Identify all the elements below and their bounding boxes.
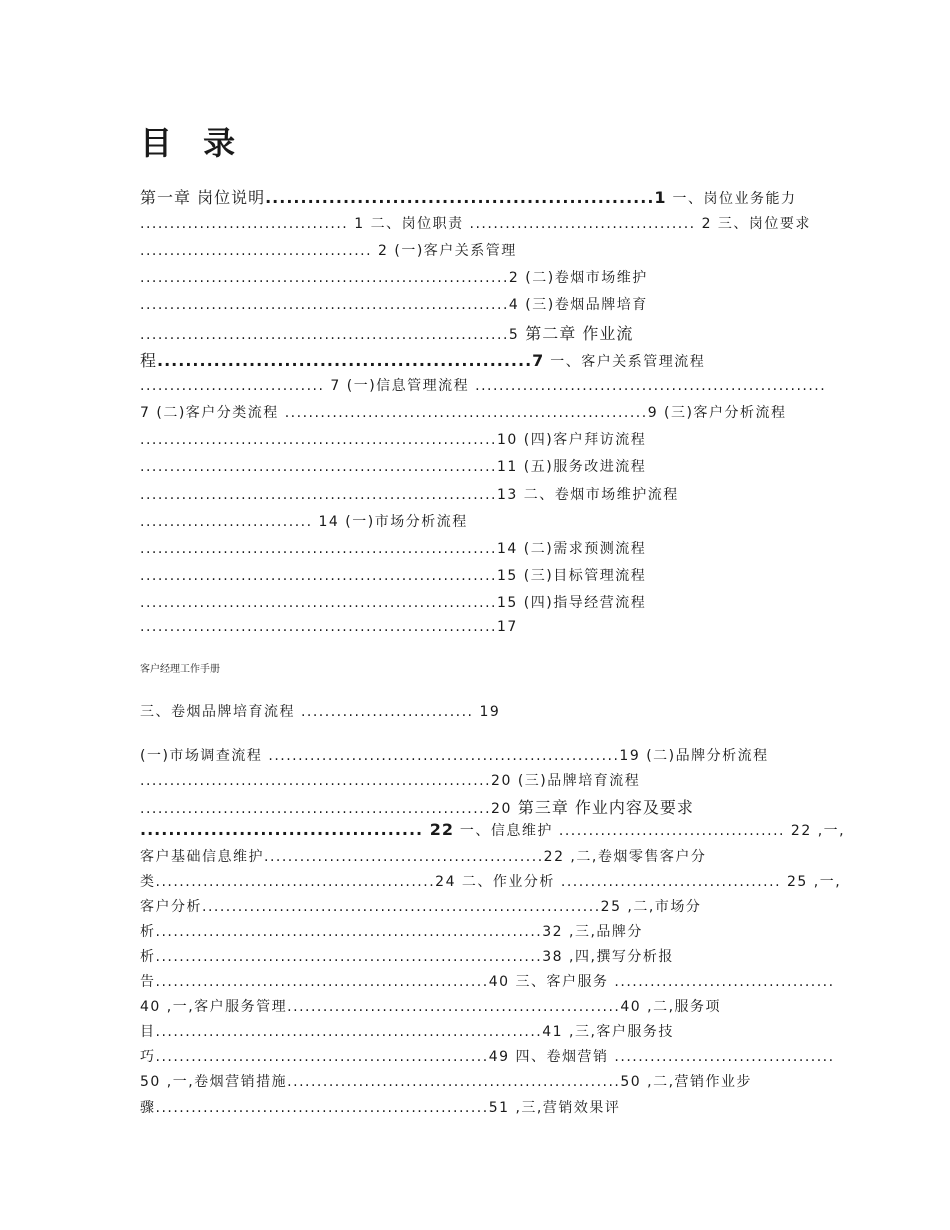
toc-line [140,592,646,612]
toc-segment: ................................... 1 二、岗位职责 ...................................... 2 三、岗位要求 [140,216,811,232]
toc-line [140,402,786,422]
toc-line [140,1097,620,1117]
toc-segment: ............................................................10 (四)客户拜访流程 [140,432,647,448]
toc-segment: 告........................................................40 三、客户服务 ..................................... [140,974,835,990]
toc-segment: .......................................................1 [265,188,667,207]
toc-line [140,896,701,916]
toc-line [140,921,643,941]
toc-segment: ..............................................................5 [140,327,526,343]
toc-line [140,1021,674,1041]
page-title: 目 录 [140,124,246,162]
toc-line [140,348,705,371]
toc-segment: 一、客户关系管理流程 [544,354,706,370]
toc-line [140,456,646,476]
toc-segment: 第一章 岗位说明 [140,188,266,207]
toc-line [140,996,721,1016]
toc-segment: .....................................................7 [157,351,545,370]
toc-segment: 7 (二)客户分类流程 .............................................................9 (三)客户分析流程 [140,405,787,421]
toc-line [140,213,811,233]
toc-line [140,701,500,721]
toc-segment: ............................... 7 (一)信息管理流程 ........................................................... [140,378,827,394]
toc-segment: ....................................... 2 (一)客户关系管理 [140,243,517,259]
toc-segment: ............................................................14 (二)需求预测流程 [140,541,647,557]
toc-segment: 客户分析...................................................................25 ,二,市场分 [140,899,702,915]
toc-line [140,375,826,395]
toc-segment: ........................................ 22 [140,820,454,839]
page-header-text [140,660,220,676]
toc-line [140,770,640,790]
toc-line [140,538,646,558]
toc-segment: 巧........................................................49 四、卷烟营销 ..................................... [140,1049,835,1065]
toc-segment: 客户基础信息维护...............................................22 ,二,卷烟零售客户分 [140,849,707,865]
toc-segment: 类...............................................24 二、作业分析 ..................................... 25 ,一, [140,874,842,890]
toc-line [140,294,648,314]
toc-segment: ..............................................................4 (三)卷烟品牌培育 [140,297,648,313]
toc-line [140,565,646,585]
toc-segment: ............................................................13 二、卷烟市场维护流程 [140,487,679,503]
toc-segment: 客户经理工作手册 [140,664,220,675]
toc-segment: 目.................................................................41 ,三,客户服务技 [140,1024,674,1040]
toc-segment: (一)市场调查流程 ...........................................................19 (二)品牌分析流程 [140,748,769,764]
toc-segment: 40 ,一,客户服务管理........................................................40 ,二,服务项 [140,999,722,1015]
toc-segment: 第三章 作业内容及要求 [517,798,694,817]
toc-line [140,1046,835,1066]
toc-segment: 程 [140,351,158,370]
toc-segment: ...........................................................20 (三)品牌培育流程 [140,773,641,789]
toc-segment: ............................................................15 (四)指导经营流程 [140,595,647,611]
toc-segment: ............................................................15 (三)目标管理流程 [140,568,647,584]
toc-segment: 一、岗位业务能力 [666,191,797,207]
toc-segment: 析.................................................................38 ,四,撰写分析报 [140,949,674,965]
toc-line [140,619,518,635]
toc-line [140,795,694,818]
toc-line [140,511,468,531]
toc-segment: ............................................................11 (五)服务改进流程 [140,459,647,475]
toc-segment: ..............................................................2 (二)卷烟市场维护 [140,270,648,286]
toc-line [140,484,679,504]
toc-segment: ............................. 14 (一)市场分析流程 [140,514,468,530]
toc-line [140,429,646,449]
toc-line [140,971,835,991]
toc-segment: 一、信息维护 ...................................... 22 ,一, [453,823,846,839]
toc-segment: 50 ,一,卷烟营销措施........................................................50 ,二,营销作业步 [140,1074,753,1090]
toc-line [140,321,633,344]
toc-line [140,185,796,208]
toc-line [140,820,845,840]
toc-segment: 第二章 作业流 [525,324,634,343]
toc-line [140,871,841,891]
toc-line [140,745,769,765]
toc-segment: ...........................................................20 [140,801,518,817]
toc-line [140,267,648,287]
toc-segment: 骤........................................................51 ,三,营销效果评 [140,1100,621,1116]
toc-line [140,846,706,866]
toc-segment: 三、卷烟品牌培育流程 ............................. 19 [140,704,501,720]
toc-line [140,1071,752,1091]
toc-line [140,240,517,260]
toc-segment: ............................................................17 [140,619,518,635]
toc-line [140,946,674,966]
toc-segment: 析.................................................................32 ,三,品牌分 [140,924,643,940]
